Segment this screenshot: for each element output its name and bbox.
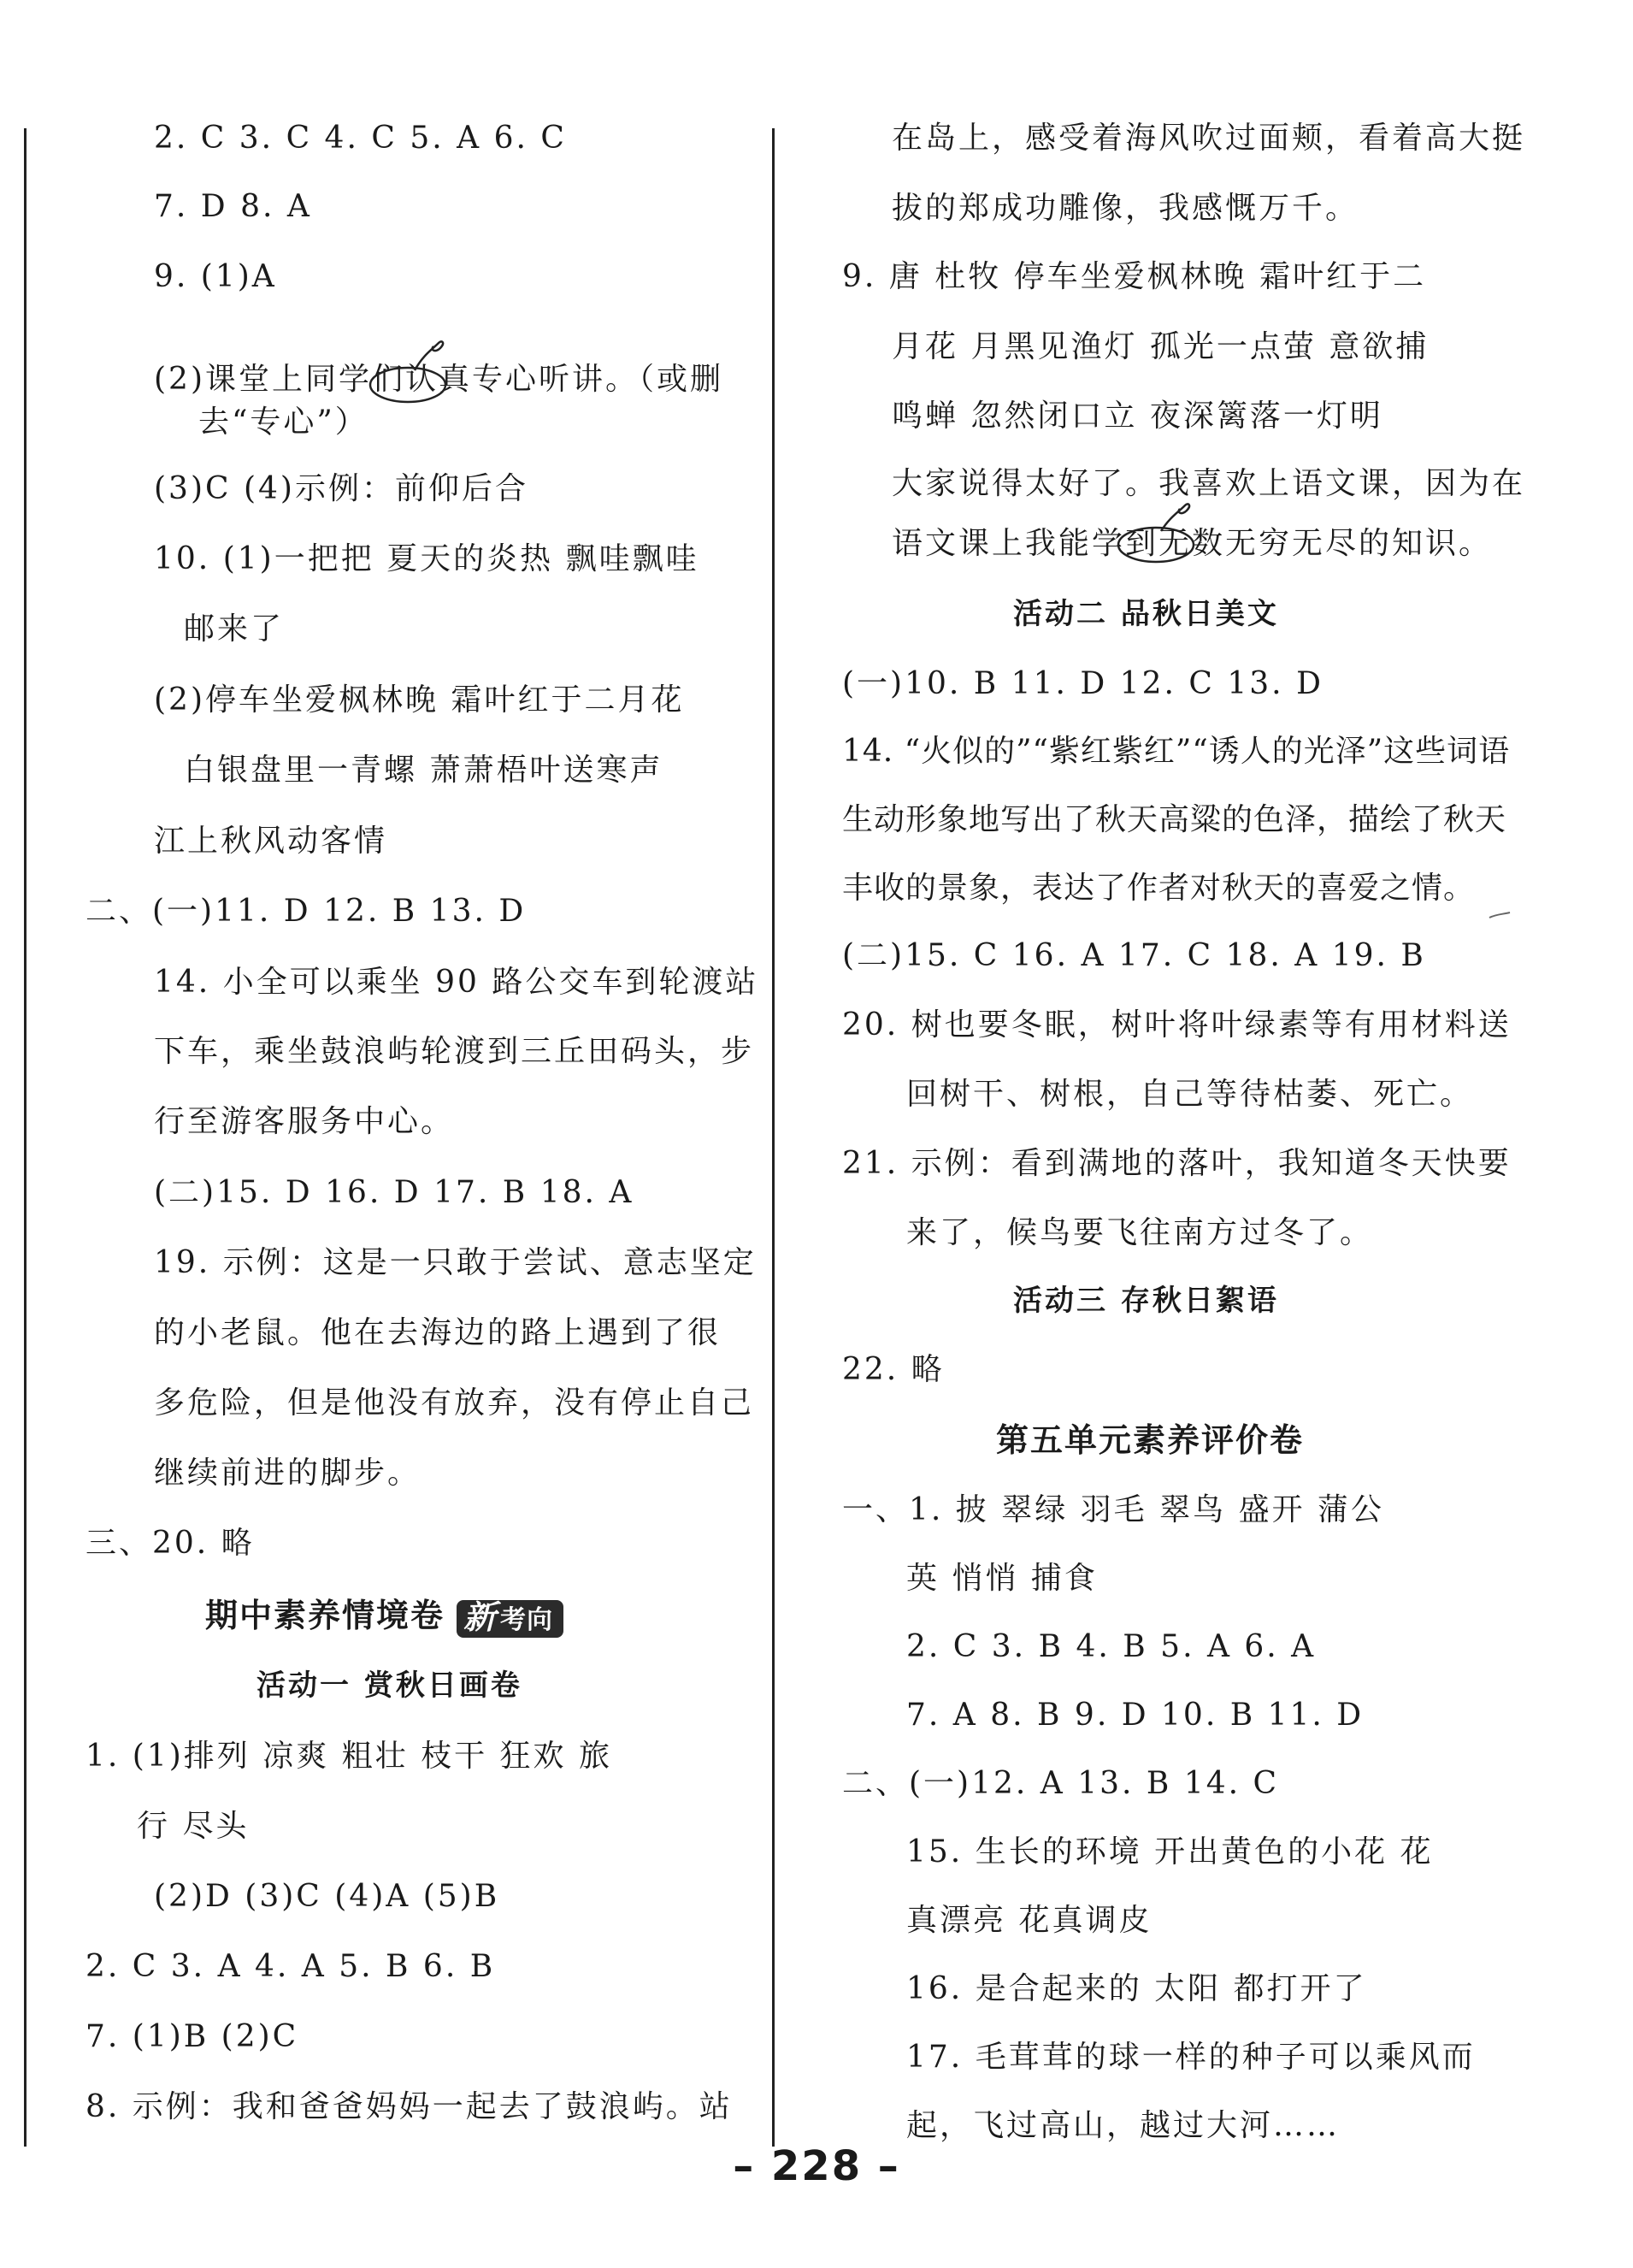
answer-line: 二、(一)11. D 12. B 13. D: [85, 894, 527, 929]
answer-line: 19. 示例：这是一只敢于尝试、意志坚定: [154, 1245, 757, 1280]
answer-line: 22. 略: [842, 1352, 945, 1387]
answer-line: 拔的郑成功雕像，我感慨万千。: [892, 191, 1359, 226]
answer-line: 17. 毛茸茸的球一样的种子可以乘风而: [906, 2040, 1476, 2075]
new-exam-badge: [457, 1600, 563, 1638]
answer-line: 2. C 3. A 4. A 5. B 6. B: [85, 1949, 496, 1984]
answer-line: 9. 唐 杜牧 停车坐爱枫林晚 霜叶红于二: [842, 259, 1427, 294]
answer-line: 7. A 8. B 9. D 10. B 11. D: [906, 1698, 1365, 1733]
answer-line: (二)15. C 16. A 17. C 18. A 19. B: [842, 938, 1426, 973]
activity-heading: 活动三 存秋日絮语: [1013, 1284, 1279, 1318]
answer-line: 月花 月黑见渔灯 孤光一点萤 意欲捕: [892, 329, 1430, 364]
answer-line: 9. (1)A: [154, 259, 277, 294]
answer-line: (2)课堂上同学们认真专心听讲。（或删: [154, 362, 723, 397]
answer-line: 一、1. 披 翠绿 羽毛 翠鸟 盛开 蒲公: [842, 1492, 1385, 1527]
answer-line: 生动形象地写出了秋天高粱的色泽，描绘了秋天: [842, 802, 1507, 837]
answer-line: 回树干、树根，自己等待枯萎、死亡。: [906, 1077, 1474, 1112]
activity-heading: 活动一 赏秋日画卷: [256, 1669, 522, 1703]
answer-line: 语文课上我能学到无数无穷无尽的知识。: [892, 526, 1493, 561]
answer-line: 行 尽头: [137, 1809, 250, 1844]
answer-line: 10. (1)一把把 夏天的炎热 飘哇飘哇: [154, 541, 699, 576]
answer-line: 14. 小全可以乘坐 90 路公交车到轮渡站: [154, 965, 759, 1000]
activity-heading: 活动二 品秋日美文: [1013, 597, 1279, 631]
section-title-unit5: 第五单元素养评价卷: [996, 1421, 1305, 1459]
answer-line: 2. C 3. B 4. B 5. A 6. A: [906, 1629, 1317, 1664]
badge-small-text: 考向: [500, 1605, 554, 1635]
answer-line: 20. 树也要冬眠，树叶将叶绿素等有用材料送: [842, 1007, 1512, 1042]
answer-line: 下车，乘坐鼓浪屿轮渡到三丘田码头，步: [154, 1034, 755, 1069]
column-divider: [772, 128, 775, 2147]
answer-line: 邮来了: [184, 611, 285, 647]
answer-line: 16. 是合起来的 太阳 都打开了: [906, 1971, 1367, 2006]
answer-line: 真漂亮 花真调皮: [906, 1903, 1153, 1938]
answer-line: 7. (1)B (2)C: [85, 2019, 299, 2054]
answer-line: (2)停车坐爱枫林晚 霜叶红于二月花: [154, 682, 685, 718]
answer-line: 多危险，但是他没有放弃，没有停止自己: [154, 1385, 755, 1420]
answer-line: 在岛上，感受着海风吹过面颊，看着高大挺: [892, 121, 1526, 156]
answer-line: 大家说得太好了。我喜欢上语文课，因为在: [892, 466, 1526, 501]
answer-line: 15. 生长的环境 开出黄色的小花 花: [906, 1834, 1434, 1869]
answer-line: (2)D (3)C (4)A (5)B: [154, 1879, 500, 1914]
answer-line: (一)10. B 11. D 12. C 13. D: [842, 666, 1323, 701]
answer-line: 江上秋风动客情: [154, 824, 388, 859]
answer-line: 英 悄悄 捕食: [906, 1561, 1098, 1596]
page-number: – 228 –: [733, 2142, 900, 2190]
section-title-midterm: [205, 1595, 563, 1638]
answer-line: 白银盘里一青螺 萧萧梧叶送寒声: [184, 753, 663, 788]
answer-line: 鸣蝉 忽然闭口立 夜深篱落一灯明: [892, 399, 1383, 434]
answer-line: 的小老鼠。他在去海边的路上遇到了很: [154, 1315, 722, 1350]
answer-line: 来了，候鸟要飞往南方过冬了。: [906, 1215, 1374, 1250]
answer-line: 2. C 3. C 4. C 5. A 6. C: [154, 121, 567, 156]
answer-line: 行至游客服务中心。: [154, 1104, 455, 1139]
left-margin-rule: [24, 128, 27, 2147]
answer-line: 1. (1)排列 凉爽 粗壮 枝干 狂欢 旅: [85, 1739, 613, 1774]
answer-line: 21. 示例：看到满地的落叶，我知道冬天快要: [842, 1146, 1512, 1181]
answer-line: 继续前进的脚步。: [154, 1456, 422, 1491]
answer-line: 8. 示例：我和爸爸妈妈一起去了鼓浪屿。站: [85, 2089, 733, 2124]
stray-mark-icon: [1488, 911, 1513, 921]
answer-line: 丰收的景象，表达了作者对秋天的喜爱之情。: [842, 871, 1476, 906]
answer-line: 去“专心”）: [198, 405, 368, 440]
answer-line: 二、(一)12. A 13. B 14. C: [842, 1766, 1280, 1801]
answer-line: (二)15. D 16. D 17. B 18. A: [154, 1175, 634, 1210]
badge-big-char: 新: [463, 1598, 498, 1636]
answer-line: 三、20. 略: [85, 1526, 255, 1561]
answer-line: 7. D 8. A: [154, 189, 312, 224]
answer-line: 起，飞过高山，越过大河……: [906, 2108, 1341, 2143]
answer-line: (3)C (4)示例：前仰后合: [154, 471, 528, 506]
answer-line: 14. “火似的”“紫红紫红”“诱人的光泽”这些词语: [842, 734, 1511, 769]
midterm-title: 期中素养情境卷: [205, 1597, 445, 1634]
